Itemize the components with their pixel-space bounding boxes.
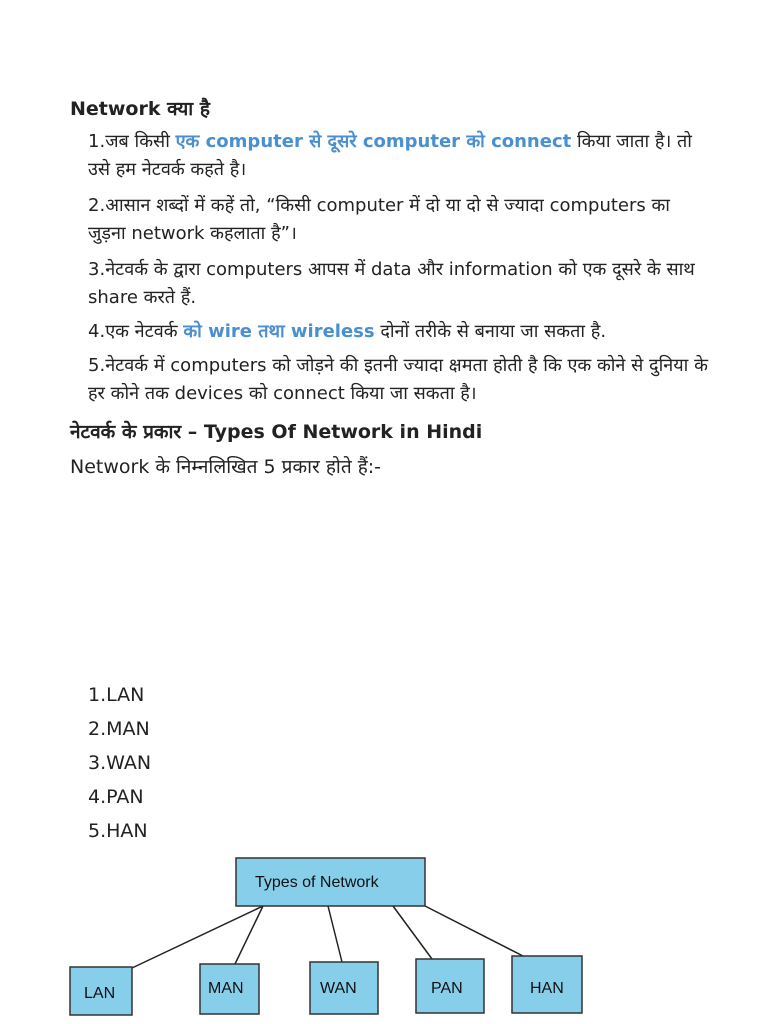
item-text: आसान शब्दों में कहें तो, “किसी computer में दो या दो से ज्यादा computers का जुड़ना network कहलाता है”। [88,195,670,244]
item-number: 3. [88,259,106,280]
lan-node-label: LAN [84,985,116,1002]
type-list-item: 4.PAN [88,786,144,808]
type-list-item: 5.HAN [88,820,148,842]
item-highlight: एक computer से दूसरे computer को connect [175,131,572,152]
item-text-end: किया जाता है। तो उसे हम नेटवर्क कहते है। [88,131,692,180]
wan-node-label: WAN [320,980,357,997]
types-heading: नेटवर्क के प्रकार – Types Of Network in Hindi [70,421,483,443]
item-text: एक नेटवर्क [105,321,184,342]
item-number: 4. [88,321,106,342]
intro-text: Network के निम्नलिखित 5 प्रकार होते हैं:- [70,456,382,478]
type-list-item: 3.WAN [88,752,152,774]
item-number: 1. [88,131,106,152]
item-number: 2. [88,195,106,216]
type-list-item: 2.MAN [88,718,150,740]
item-highlight: को wire तथा wireless [183,321,375,342]
item-number: 5. [88,355,106,376]
section-heading: Network क्या है [70,98,210,120]
man-node-label: MAN [208,980,244,997]
pan-node-label: PAN [431,980,463,997]
item-text-end: दोनों तरीके से बनाया जा सकता है. [374,321,607,342]
item-text: जब किसी [105,131,176,152]
item-text: नेटवर्क के द्वारा computers आपस में data और information को एक दूसरे के साथ share करते हैं. [88,259,695,308]
type-list-item: 1.LAN [88,684,145,706]
root-node-label: Types of Network [255,874,379,891]
item-text: नेटवर्क में computers को जोड़ने की इतनी ज्यादा क्षमता होती है कि एक कोने से दुनिया के हर कोने तक devices को connect किया जा सकता है। [88,355,708,404]
han-node-label: HAN [530,980,564,997]
